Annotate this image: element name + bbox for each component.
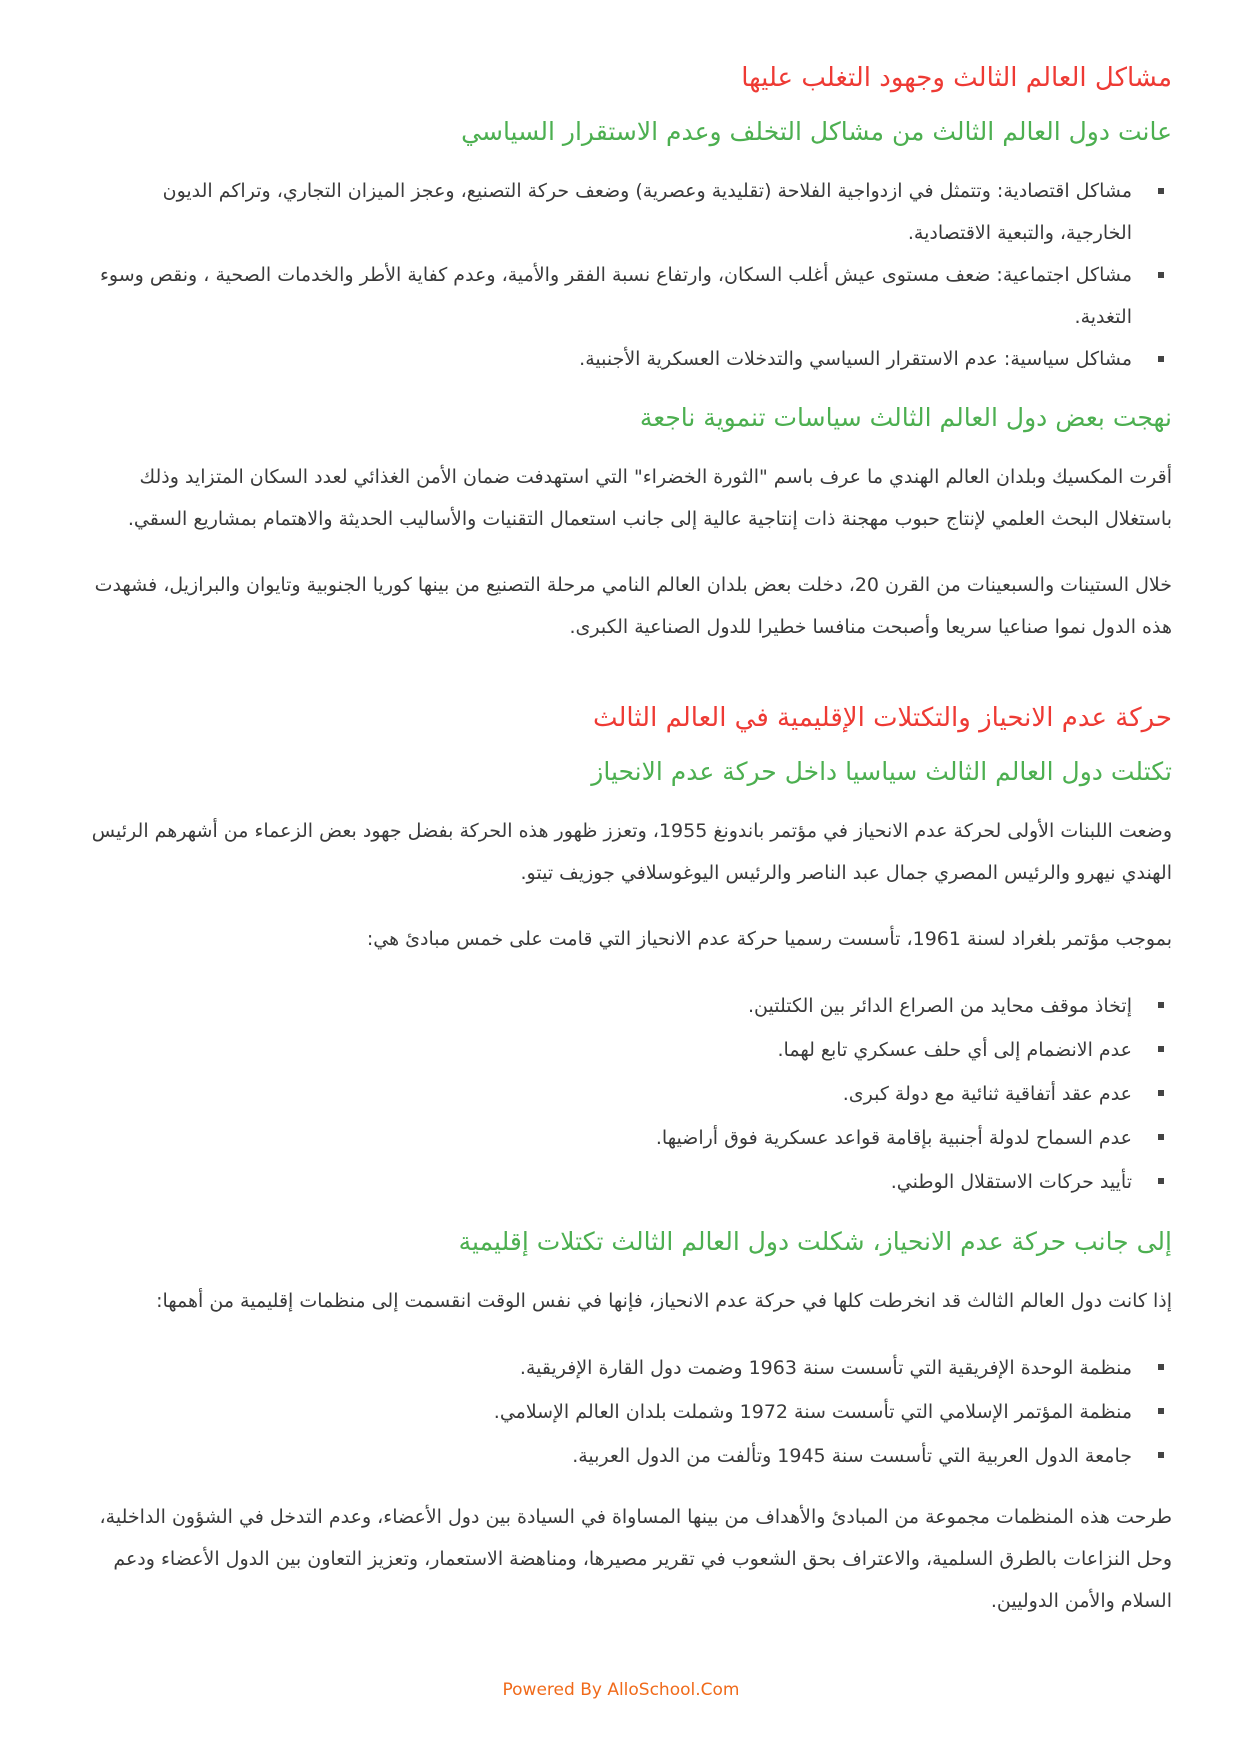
section-1-sub-2-title: نهجت بعض دول العالم الثالث سياسات تنموية ناجعة — [639, 403, 1172, 432]
problems-list — [88, 170, 1172, 380]
paragraph: بموجب مؤتمر بلغراد لسنة 1961، تأسست رسميا حركة عدم الانحياز التي قامت على خمس مبادئ هي: — [366, 928, 1172, 950]
section-2-sub-1-title: تكتلت دول العالم الثالث سياسيا داخل حركة عدم الانحياز — [591, 757, 1172, 786]
list-item: مشاكل اقتصادية: وتتمثل في ازدواجية الفلاحة (تقليدية وعصرية) وضعف حركة التصنيع، وعجز الميزان التجاري، وتراكم الديون الخارجية، والتبعية الاقتصادية. — [88, 170, 1132, 254]
list-item: مشاكل سياسية: عدم الاستقرار السياسي والتدخلات العسكرية الأجنبية. — [88, 338, 1132, 380]
list-item: تأييد حركات الاستقلال الوطني. — [88, 1160, 1132, 1204]
list-item: منظمة الوحدة الإفريقية التي تأسست سنة 1963 وضمت دول القارة الإفريقية. — [88, 1346, 1132, 1390]
spacer — [88, 672, 1172, 690]
list-item: جامعة الدول العربية التي تأسست سنة 1945 وتألفت من الدول العربية. — [88, 1434, 1132, 1478]
paragraph: وضعت اللبنات الأولى لحركة عدم الانحياز في مؤتمر باندونغ 1955، وتعزز ظهور هذه الحركة بفضل جهود بعض الزعماء من أشهرهم الرئيس الهندي نيهرو والرئيس المصري جمال عبد الناصر والرئيس اليوغوسلافي جوزيف تيتو. — [91, 820, 1172, 884]
paragraph: خلال الستينات والسبعينات من القرن 20، دخلت بعض بلدان العالم النامي مرحلة التصنيع من بينها كوريا الجنوبية وتايوان والبرازيل، فشهدت هذه الدول نموا صناعيا سريعا وأصبحت منافسا خطيرا للدول الصناعية الكبرى. — [94, 574, 1172, 638]
paragraph: أقرت المكسيك وبلدان العالم الهندي ما عرف باسم "الثورة الخضراء" التي استهدفت ضمان الأمن الغذائي لعدد السكان المتزايد وذلك باستغلال البحث العلمي لإنتاج حبوب مهجنة ذات إنتاجية عالية إلى جانب استعمال التقنيات والأساليب الحديثة والاهتمام بمشاريع السقي. — [127, 466, 1172, 530]
list-item: منظمة المؤتمر الإسلامي التي تأسست سنة 1972 وشملت بلدان العالم الإسلامي. — [88, 1390, 1132, 1434]
list-item: عدم السماح لدولة أجنبية بإقامة قواعد عسكرية فوق أراضيها. — [88, 1116, 1132, 1160]
list-item: عدم الانضمام إلى أي حلف عسكري تابع لهما. — [88, 1028, 1132, 1072]
section-2-title: حركة عدم الانحياز والتكتلات الإقليمية في العالم الثالث — [592, 703, 1172, 733]
paragraph: طرحت هذه المنظمات مجموعة من المبادئ والأهداف من بينها المساواة في السيادة بين دول الأعضاء، وعدم التدخل في الشؤون الداخلية، وحل النزاعات بالطرق السلمية، والاعتراف بحق الشعوب في تقرير مصيرها، ومناهضة الاستعمار، وتعزيز التعاون بين الدول الأعضاء ودعم السلام والأمن الدوليين. — [99, 1506, 1172, 1612]
organizations-list — [88, 1346, 1172, 1478]
principles-list — [88, 984, 1172, 1204]
list-item: إتخاذ موقف محايد من الصراع الدائر بين الكتلتين. — [88, 984, 1132, 1028]
section-2-sub-2-title: إلى جانب حركة عدم الانحياز، شكلت دول العالم الثالث تكتلات إقليمية — [458, 1227, 1172, 1256]
list-item: عدم عقد أتفاقية ثنائية مع دولة كبرى. — [88, 1072, 1132, 1116]
section-1-title: مشاكل العالم الثالث وجهود التغلب عليها — [741, 63, 1172, 93]
footer-credit[interactable]: Powered By AlloSchool.Com — [502, 1680, 740, 1700]
paragraph: إذا كانت دول العالم الثالث قد انخرطت كلها في حركة عدم الانحياز، فإنها في نفس الوقت انقسمت إلى منظمات إقليمية من أهمها: — [156, 1290, 1172, 1312]
list-item: مشاكل اجتماعية: ضعف مستوى عيش أغلب السكان، وارتفاع نسبة الفقر والأمية، وعدم كفاية الأطر والخدمات الصحية ، ونقص وسوء التغدية. — [88, 254, 1132, 338]
section-1-sub-1-title: عانت دول العالم الثالث من مشاكل التخلف وعدم الاستقرار السياسي — [461, 117, 1172, 146]
